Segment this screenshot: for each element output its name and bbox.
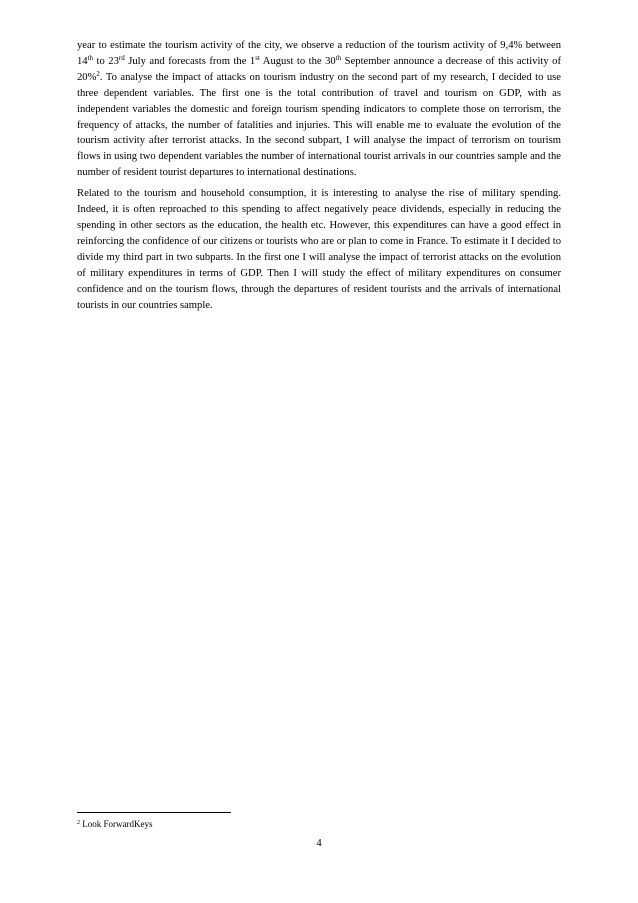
- footnote-text: Look ForwardKeys: [80, 819, 153, 829]
- paragraph-1-text: July and forecasts from the 1: [124, 55, 256, 67]
- page-number: 4: [316, 838, 322, 849]
- paragraph-military-spending: Related to the tourism and household consumption, it is interesting to analyse the rise of military spending. Indeed, it is often reproached to this spending to affect negatively peace dividends, especially in reducing the spending in other sectors as the education, the health etc. However, this expenditures can have a good effect in reinforcing the confidence of our citizens or tourists who are or plan to come in France. To estimate it I decided to divide my third part in two subparts. In the first one I will analyse the impact of terrorist attacks on the evolution of military expenditures in terms of GDP. Then I will study the effect of military expenditures on consumer confidence and on the tourism flows, through the departures of resident tourists and the arrivals of international tourists in our countries sample.: [77, 188, 561, 311]
- paragraph-1-text: September announce a decrease of this activity of 20%: [77, 55, 561, 83]
- footnote-reference[interactable]: 2: [96, 69, 100, 78]
- paragraph-1-text: August to the 30: [259, 55, 336, 67]
- paragraph-1-text: to 23: [93, 55, 119, 67]
- ordinal-suffix: rd: [118, 53, 125, 62]
- ordinal-suffix: st: [255, 53, 260, 62]
- paragraph-1-text: . To analyse the impact of attacks on tourism industry on the second part of my research, I decided to use three dependent variables. The first one is the total contribution of travel and tourism on GDP, with as independent variables the domestic and foreign tourism spending indicators to complete those on terrorism, the frequency of attacks, the number of fatalities and injuries. This will enable me to evaluate the evolution of the tourism activity after terrorist attacks. In the second subpart, I will analyse the impact of terrorism on tourism flows in using two dependent variables the number of international tourist arrivals in our countries sample and the number of resident tourist departures to international destinations.: [77, 71, 561, 179]
- paragraph-1-text: year to estimate the tourism activity of the city, we observe a reduction of the tourism activity of 9,4% between 14: [77, 40, 561, 67]
- footnote-number: 2: [77, 820, 80, 826]
- ordinal-suffix: th: [335, 53, 342, 62]
- body-text: [77, 38, 561, 318]
- paragraph-tourism-research: [77, 38, 561, 181]
- ordinal-suffix: th: [87, 53, 94, 62]
- footnote: [77, 818, 153, 830]
- footnote-separator: [77, 812, 231, 813]
